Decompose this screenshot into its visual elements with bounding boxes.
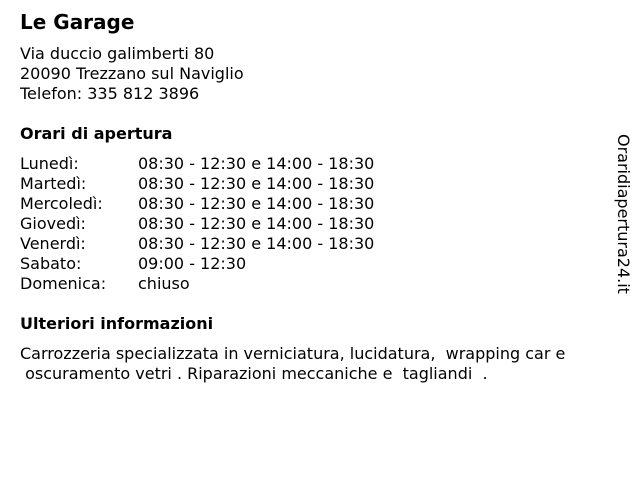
additional-info-text xyxy=(20,344,620,384)
day-label: Venerdì: xyxy=(20,234,86,253)
hours-row-thursday xyxy=(20,214,440,234)
contact-block xyxy=(20,44,244,104)
time-value: 08:30 - 12:30 e 14:00 - 18:30 xyxy=(138,214,375,233)
description-line: Carrozzeria specializzata in verniciatura, lucidatura, wrapping car e xyxy=(20,344,566,363)
hours-row-tuesday xyxy=(20,174,440,194)
address-city: 20090 Trezzano sul Naviglio xyxy=(20,64,244,83)
hours-row-saturday xyxy=(20,254,440,274)
day-label: Mercoledì: xyxy=(20,194,103,213)
hours-row-monday xyxy=(20,154,440,174)
site-watermark: Oraridiapertura24.it xyxy=(614,134,633,294)
hours-row-friday xyxy=(20,234,440,254)
day-label: Giovedì: xyxy=(20,214,86,233)
time-value: 08:30 - 12:30 e 14:00 - 18:30 xyxy=(138,154,375,173)
additional-info-heading: Ulteriori informazioni xyxy=(20,314,214,333)
address-street: Via duccio galimberti 80 xyxy=(20,44,215,63)
opening-hours-heading: Orari di apertura xyxy=(20,124,173,143)
time-value: 09:00 - 12:30 xyxy=(138,254,247,273)
time-value: 08:30 - 12:30 e 14:00 - 18:30 xyxy=(138,174,375,193)
business-name: Le Garage xyxy=(20,10,135,34)
phone-number: Telefon: 335 812 3896 xyxy=(20,84,200,103)
time-value: 08:30 - 12:30 e 14:00 - 18:30 xyxy=(138,194,375,213)
day-label: Sabato: xyxy=(20,254,82,273)
time-value: chiuso xyxy=(138,274,190,293)
time-value: 08:30 - 12:30 e 14:00 - 18:30 xyxy=(138,234,375,253)
hours-row-wednesday xyxy=(20,194,440,214)
day-label: Lunedì: xyxy=(20,154,79,173)
day-label: Domenica: xyxy=(20,274,107,293)
opening-hours-table xyxy=(20,154,440,294)
hours-row-sunday xyxy=(20,274,440,294)
description-line: oscuramento vetri . Riparazioni meccaniche e tagliandi . xyxy=(20,364,488,383)
day-label: Martedì: xyxy=(20,174,87,193)
